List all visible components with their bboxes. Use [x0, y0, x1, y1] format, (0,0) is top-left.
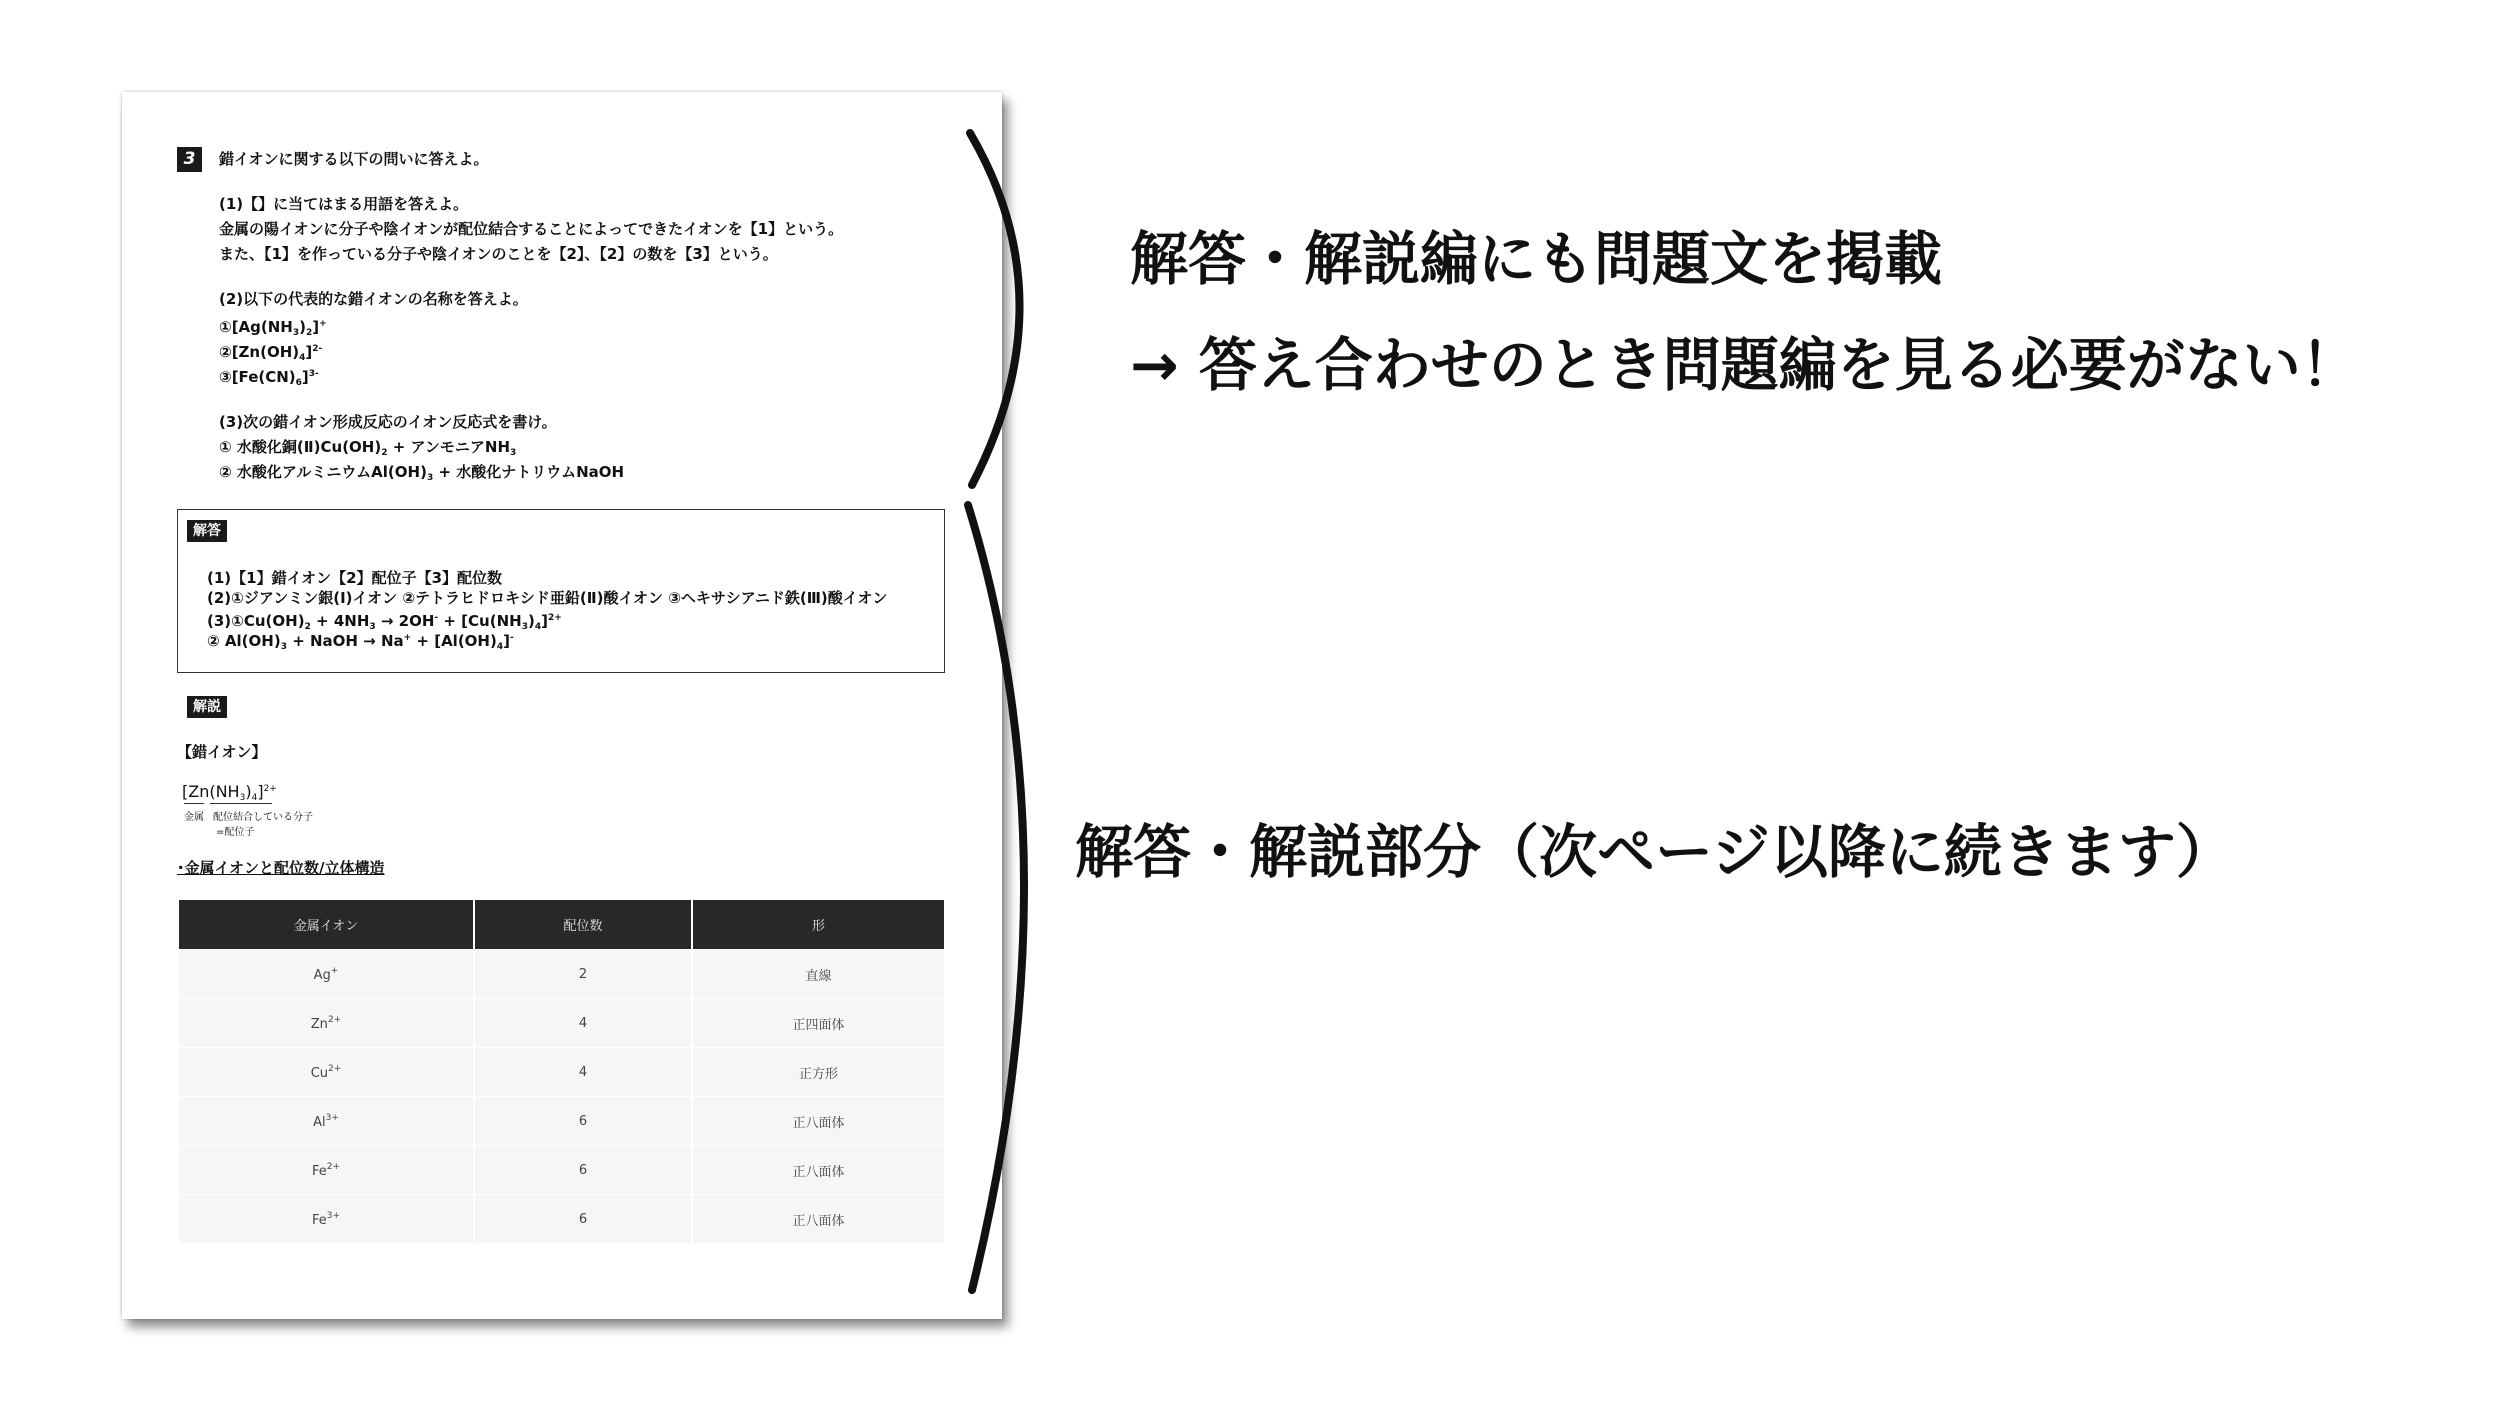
part2-item2: $②[Zn(OH)_4]^{2-}$: [219, 343, 323, 363]
question-heading: 錯イオンに関する以下の問いに答えよ。: [219, 150, 489, 168]
top-brace: [970, 133, 1020, 485]
cell-number: 6: [474, 1195, 692, 1244]
part3-line2: ① 水酸化銅$(Ⅱ)Cu(OH)_2$ + アンモニア$NH_3$: [219, 438, 517, 458]
table-title: ･金属イオンと配位数/立体構造: [177, 859, 385, 877]
cell-number: 6: [474, 1146, 692, 1195]
complex-formula: $[Zn(NH_3)_4]^{2+}$: [182, 782, 277, 803]
note-ligand: 配位結合している分子: [213, 812, 313, 823]
note-metal: 金属: [184, 812, 204, 823]
cell-shape: 正八面体: [692, 1097, 944, 1146]
answer-label: 解答: [187, 520, 227, 542]
bottom-brace: [968, 505, 1024, 1290]
part3-line3: ② 水酸化アルミニウム$Al(OH)_3$ + 水酸化ナトリウムNaOH: [219, 463, 625, 483]
header-shape: 形: [692, 900, 944, 950]
part3-line1: (3)次の錯イオン形成反応のイオン反応式を書け。: [219, 413, 557, 431]
part2-line1: (2)以下の代表的な錯イオンの名称を答えよ。: [219, 290, 528, 308]
explanation-section-title: 【錯イオン】: [177, 743, 267, 761]
part1-line1: (1)【】に当てはまる用語を答えよ。: [219, 195, 469, 213]
answer-line4: ② $Al(OH)_3$ + NaOH → $Na^+ + [Al(OH)_4]^-$: [207, 632, 514, 652]
header-coordination-number: 配位数: [474, 900, 692, 950]
explanation-label: 解説: [187, 696, 227, 718]
part1-line2: 金属の陽イオンに分子や陰イオンが配位結合することによってできたイオンを【1】という。: [219, 220, 844, 238]
answer-line2: (2)①ジアンミン銀(Ⅰ)イオン ②テトラヒドロキシド亜鉛(Ⅱ)酸イオン ③ヘキサシアニド鉄(Ⅲ)酸イオン: [207, 589, 888, 607]
cell-number: 6: [474, 1097, 692, 1146]
cell-ion: $Zn^{2+}$: [179, 999, 474, 1048]
answer-line1: (1)【1】錯イオン【2】配位子【3】配位数: [207, 569, 503, 587]
cell-ion: $Al^{3+}$: [179, 1097, 474, 1146]
part2-item1: $①[Ag(NH_3)_2]^+$: [219, 318, 327, 338]
part1-line3: また、【1】を作っている分子や陰イオンのことを【2】、【2】の数を【3】という。: [219, 245, 778, 263]
cell-number: 2: [474, 950, 692, 999]
cell-shape: 正四面体: [692, 999, 944, 1048]
answer-line3: $(3)①Cu(OH)_2 + 4NH_3 \to 2OH^- + [Cu(NH_3)_4]^{2+}$: [207, 612, 562, 632]
cell-shape: 正方形: [692, 1048, 944, 1097]
part2-item3: $③[Fe(CN)_6]^{3-}$: [219, 368, 319, 388]
cell-shape: 直線: [692, 950, 944, 999]
cell-number: 4: [474, 999, 692, 1048]
callout-top-line1: 解答・解説編にも問題文を掲載: [1130, 225, 1943, 293]
cell-ion: $Cu^{2+}$: [179, 1048, 474, 1097]
callout-bottom: 解答・解説部分（次ページ以降に続きます）: [1075, 818, 2234, 886]
cell-shape: 正八面体: [692, 1195, 944, 1244]
header-metal-ion: 金属イオン: [179, 900, 474, 950]
cell-shape: 正八面体: [692, 1146, 944, 1195]
cell-number: 4: [474, 1048, 692, 1097]
cell-ion: Ag+: [179, 950, 474, 999]
cell-ion: $Fe^{3+}$: [179, 1195, 474, 1244]
question-number-badge: 3: [177, 147, 202, 172]
note-ligand2: =配位子: [216, 827, 255, 838]
callout-top-line2: → 答え合わせのとき問題編を見る必要がない！: [1130, 331, 2359, 399]
cell-ion: $Fe^{2+}$: [179, 1146, 474, 1195]
